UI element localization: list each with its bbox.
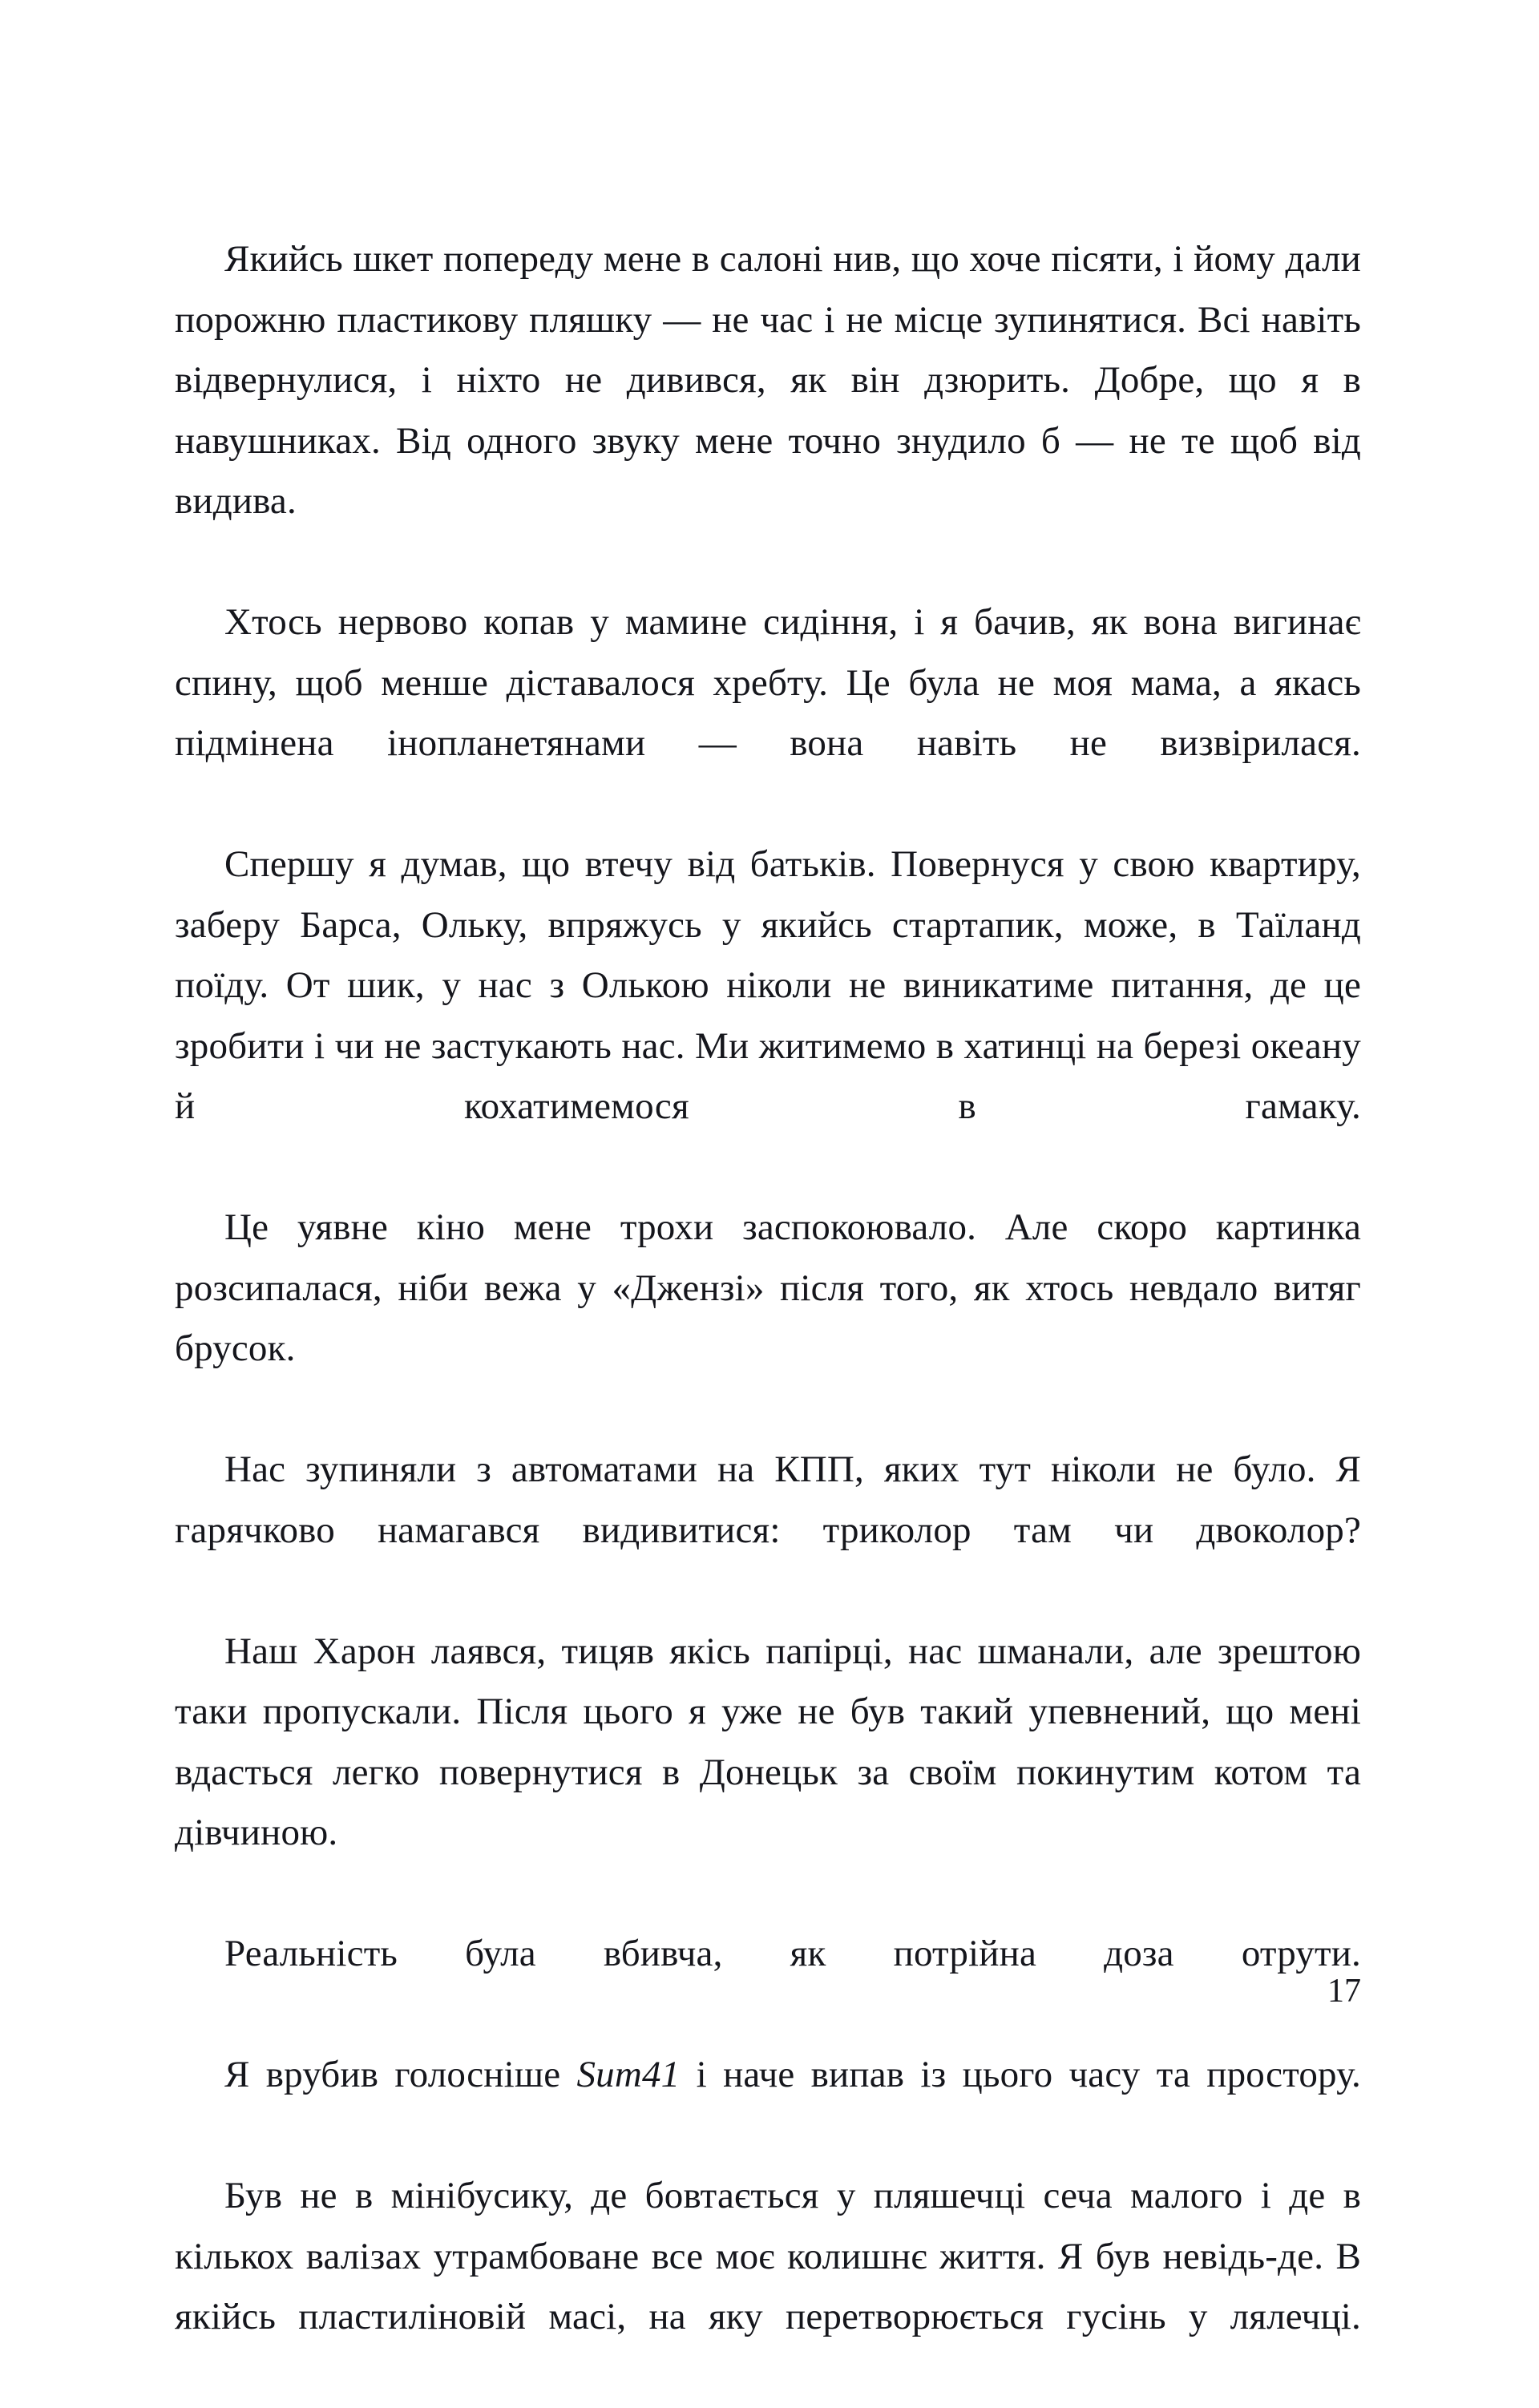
paragraph: Хтось нервово копав у мамине сидіння, і я бачив, як вона вигинає спину, щоб менше діставалося хребту. Це була не моя мама, а якась підмінена інопланетянами — вона навіть не визвірилася.	[175, 601, 1361, 764]
paragraph: Це уявне кіно мене трохи заспокоювало. Але скоро картинка розсипалася, ніби вежа у «Джензі» після того, як хтось невдало витяг брусок.	[175, 1206, 1361, 1369]
page-number: 17	[1327, 1973, 1361, 2010]
paragraph: Був не в мінібусику, де бовтається у пляшечці сеча малого і де в кількох валізах утрамбоване все моє колишнє життя. Я був невідь-де. В якійсь пластиліновій масі, на яку перетворюється гусінь у лялечці.	[175, 2175, 1361, 2337]
paragraph: Спершу я думав, що втечу від батьків. Повернуся у свою квартиру, заберу Барса, Ольку, впряжусь у якийсь стартапик, може, в Таїланд поїду. От шик, у нас з Олькою ніколи не виникатиме питання, де це зробити і чи не застукають нас. Ми житимемо в хатинці на березі океану й кохатимемося в гамаку.	[175, 843, 1361, 1127]
paragraph: Наш Харон лаявся, тицяв якісь папірці, нас шманали, але зрештою таки пропускали. Після цього я уже не був такий упевнений, що мені вдасться легко повернутися в Донецьк за своїм покинутим котом та дівчиною.	[175, 1630, 1361, 1853]
paragraph: Якийсь шкет попереду мене в салоні нив, що хоче пісяти, і йому дали порожню пластикову пляшку — не час і не місце зупинятися. Всі навіть відвернулися, і ніхто не дивився, як він дзюрить. Добре, що я в навушниках. Від одного звуку мене точно знудило б — не те щоб від видива.	[175, 238, 1361, 522]
paragraph: Реальність була вбивча, як потрійна доза отрути.	[224, 1933, 1361, 1974]
body-text-block	[175, 229, 1361, 2408]
paragraph: Нас зупиняли з автоматами на КПП, яких тут ніколи не було. Я гарячково намагався видивитися: триколор там чи двоколор?	[175, 1448, 1361, 1551]
paragraph-with-italic-band-name: Я врубив голосніше Sum41 і наче випав із цього часу та простору.	[224, 2054, 1361, 2095]
italic-term: Sum41	[576, 2054, 681, 2095]
